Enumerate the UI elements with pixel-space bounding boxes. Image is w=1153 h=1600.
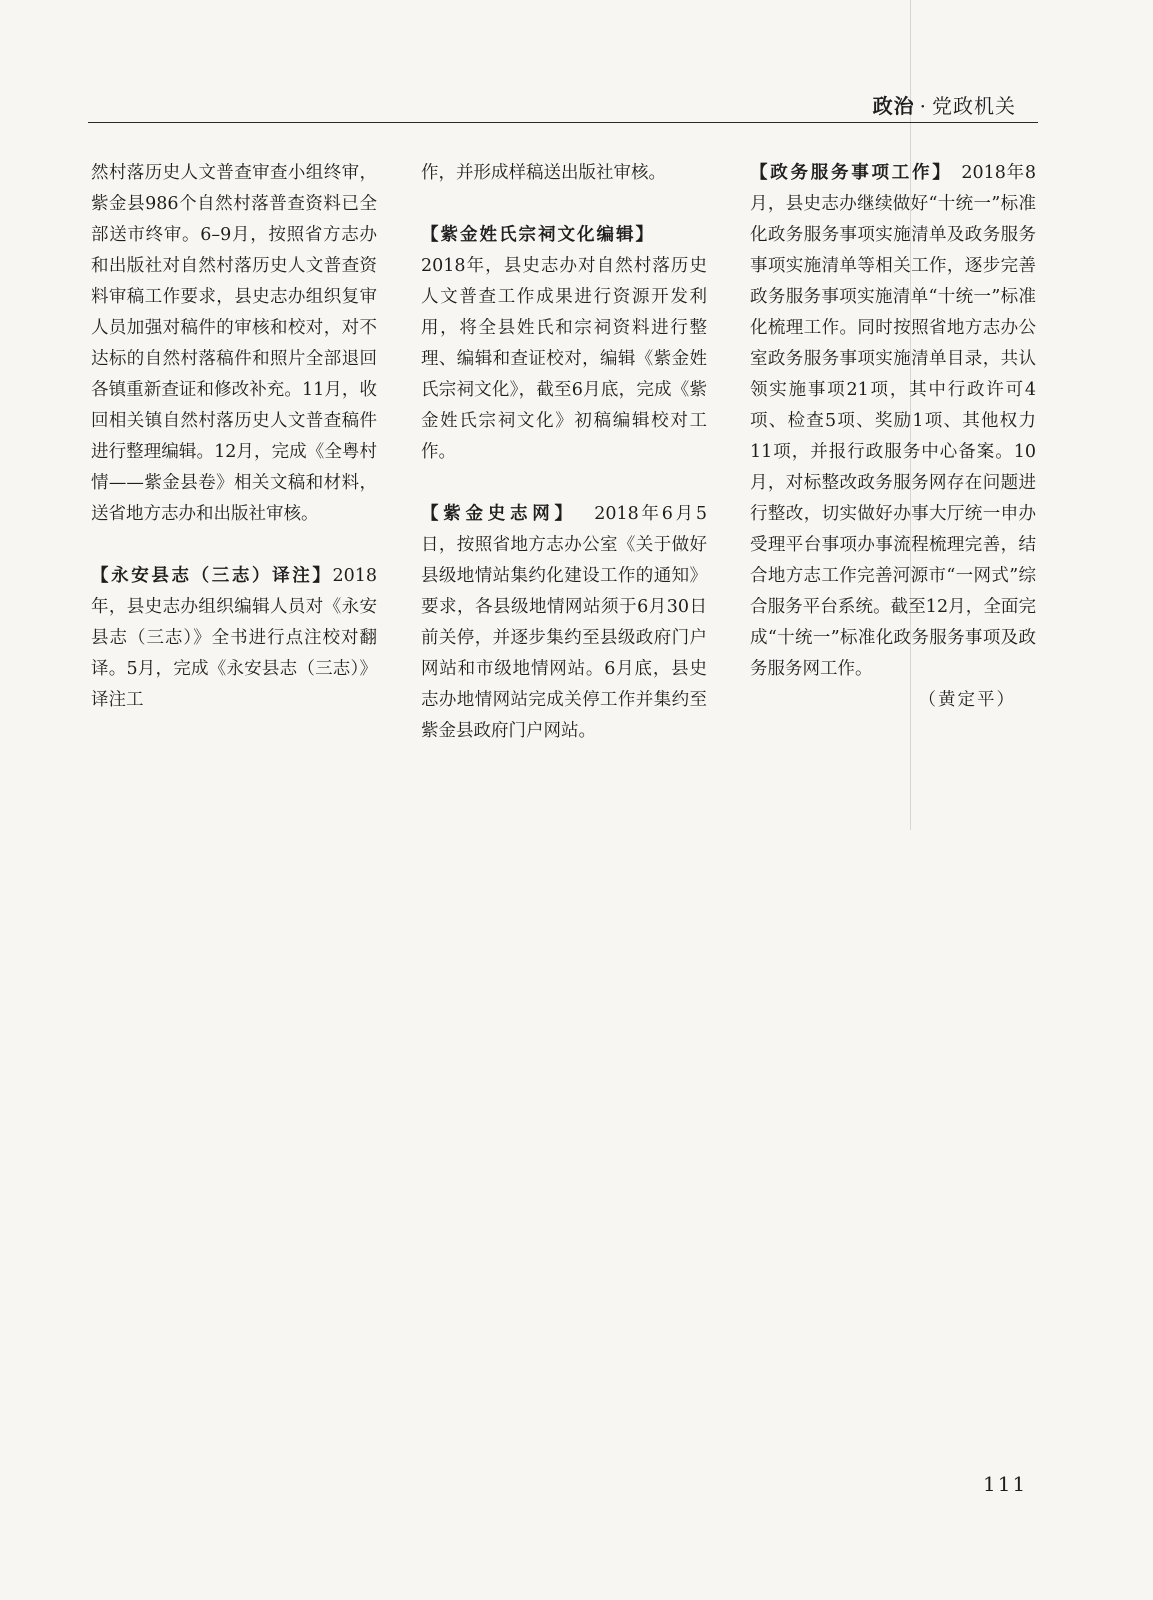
section-heading: 【永安县志（三志）译注】 — [91, 566, 333, 586]
section-zijin-history-website — [421, 499, 707, 747]
text-column-2 — [421, 158, 707, 747]
author-credit: （黄定平） — [918, 690, 1016, 710]
page-number: 111 — [983, 1472, 1028, 1496]
text-column-1 — [91, 158, 377, 716]
page-header — [88, 86, 1038, 123]
section-surname-ancestral-hall — [421, 220, 707, 468]
section-government-services — [750, 158, 1036, 685]
paragraph-village-survey: 然村落历史人文普查审查小组终审，紫金县986个自然村落普查资料已全部送市终审。6–9月，按照省方志办和出版社对自然村落历史人文普查资料审稿工作要求，县史志办组织复审人员加强对稿件的审核和校对，对不达标的自然村落稿件和照片全部退回各镇重新查证和修改补充。11月，收回相关镇自然村落历史人文普查稿件进行整理编辑。12月，完成《全粤村情——紫金县卷》相关文稿和材料，送省地方志办和出版社审核。 — [91, 163, 377, 524]
header-section: 政治 — [872, 94, 915, 118]
section-body: 2018年，县史志办组织编辑人员对《永安县志（三志）》全书进行点注校对翻译。5月，完成《永安县志（三志）》译注工 — [91, 566, 377, 710]
section-body: 2018年，县史志办对自然村落历史人文普查工作成果进行资源开发利用，将全县姓氏和宗祠资料进行整理、编辑和查证校对，编辑《紫金姓氏宗祠文化》，截至6月底，完成《紫金姓氏宗祠文化》初稿编辑校对工作。 — [421, 256, 707, 462]
section-body: 2018年6月5日，按照省地方志办公室《关于做好县级地情站集约化建设工作的通知》要求，各县级地情网站须于6月30日前关停，并逐步集约至县级政府门户网站和市级地情网站。6月底，县史志办地情网站完成关停工作并集约至紫金县政府门户网站。 — [421, 504, 708, 741]
running-header — [873, 90, 1016, 119]
section-yongan-annotation — [91, 561, 377, 716]
text-column-3 — [750, 158, 1036, 716]
paragraph-continuation: 作，并形成样稿送出版社审核。 — [421, 163, 666, 183]
header-subsection: 党政机关 — [932, 94, 1016, 118]
section-heading: 【紫金史志网】 — [421, 504, 577, 524]
section-heading: 【政务服务事项工作】 — [750, 163, 953, 183]
section-heading: 【紫金姓氏宗祠文化编辑】 — [421, 225, 655, 245]
section-body: 2018年8月，县史志办继续做好“十统一”标准化政务服务事项实施清单及政务服务事项实施清单等相关工作，逐步完善政务服务事项实施清单“十统一”标准化梳理工作。同时按照省地方志办公室政务服务事项实施清单目录，共认领实施事项21项，其中行政许可4项、检查5项、奖励1项、其他权力11项，并报行政服务中心备案。10月，对标整改政务服务网存在问题进行整改，切实做好办事大厅统一申办受理平台事项办事流程梳理完善，结合地方志工作完善河源市“一网式”综合服务平台系统。截至12月，全面完成“十统一”标准化政务服务事项及政务服务网工作。 — [750, 163, 1037, 679]
header-separator: · — [919, 94, 927, 118]
